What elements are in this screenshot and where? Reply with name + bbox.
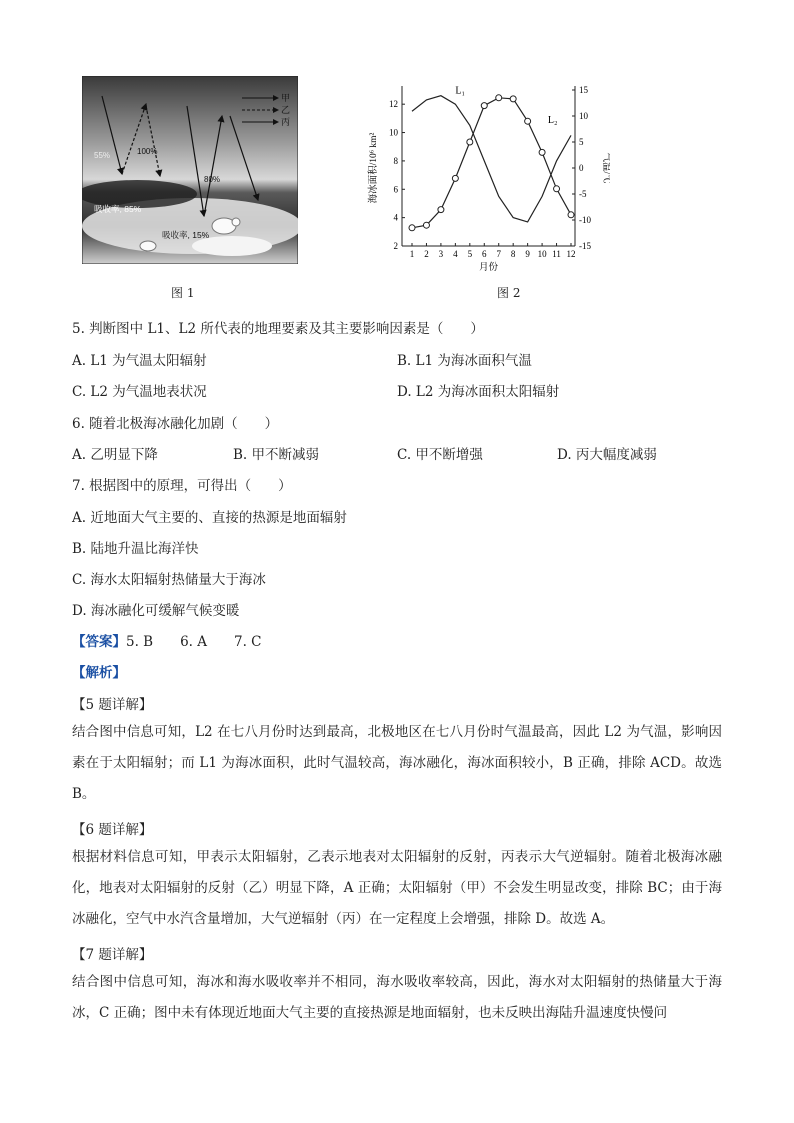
answer-line bbox=[72, 630, 262, 650]
chart-svg bbox=[360, 78, 610, 283]
y-right-tick-label: -5 bbox=[579, 189, 587, 199]
q5-option-c: C. L2 为气温地表状况 bbox=[72, 384, 207, 400]
q6-option-a: A. 乙明显下降 bbox=[72, 447, 158, 463]
q7-option-a: A. 近地面大气主要的、直接的热源是地面辐射 bbox=[72, 510, 347, 526]
x-tick-label: 6 bbox=[482, 249, 487, 259]
label-absorb-sea: 吸收率, 85% bbox=[94, 204, 142, 214]
detail-5-tag: 【5 题详解】 bbox=[72, 697, 153, 713]
series-2-point bbox=[481, 103, 487, 109]
x-tick-label: 2 bbox=[424, 249, 429, 259]
series-2-point bbox=[423, 222, 429, 228]
y-right-axis-label: 气温/℃ bbox=[601, 152, 610, 184]
q5-option-a: A. L1 为气温太阳辐射 bbox=[72, 353, 207, 369]
detail-7-tag: 【7 题详解】 bbox=[72, 947, 153, 963]
x-tick-label: 10 bbox=[537, 249, 547, 259]
series-2-point bbox=[409, 225, 415, 231]
q5-stem: 5. 判断图中 L1、L2 所代表的地理要素及其主要影响因素是（ ） bbox=[72, 321, 484, 337]
series-2-point bbox=[554, 186, 560, 192]
analysis-tag: 【解析】 bbox=[72, 665, 126, 681]
y-left-tick-label: 12 bbox=[389, 99, 398, 110]
detail-5-text: 结合图中信息可知，L2 在七八月份时达到最高，北极地区在七八月份时气温最高，因此 L2 为气温，影响因素在于太阳辐射；而 L1 为海冰面积，此时气温较高，海冰融化，海冰面积较小，B 正确，排除 ACD。故选 B。 bbox=[72, 724, 722, 802]
q7-option-c: C. 海水太阳辐射热储量大于海冰 bbox=[72, 572, 266, 588]
series-2-point bbox=[438, 207, 444, 213]
y-right-tick-label: -15 bbox=[579, 241, 591, 251]
q6-option-b: B. 甲不断减弱 bbox=[233, 447, 320, 463]
label-absorb-ice: 吸收率, 15% bbox=[162, 230, 210, 240]
y-right-tick-label: 10 bbox=[579, 111, 588, 121]
figure-1-illustration bbox=[82, 76, 298, 264]
label-bing: 丙 bbox=[281, 117, 291, 127]
q7-stem: 7. 根据图中的原理，可得出（ ） bbox=[72, 478, 292, 494]
detail-6-text: 根据材料信息可知，甲表示太阳辐射，乙表示地表对太阳辐射的反射，丙表示大气逆辐射。随着北极海冰融化，地表对太阳辐射的反射（乙）明显下降，A 正确；太阳辐射（甲）不会发生明显改变，排除 BC；由于海冰融化，空气中水汽含量增加，大气逆辐射（丙）在一定程度上会增强，排除 D。故选 A。 bbox=[72, 849, 722, 927]
series-label-l1: L₁ bbox=[455, 85, 465, 97]
label-80pct: 80% bbox=[204, 175, 221, 184]
figure-2-caption: 图 2 bbox=[497, 286, 521, 300]
y-left-tick-label: 2 bbox=[393, 241, 398, 251]
series-2-point bbox=[525, 118, 531, 124]
series-2-point bbox=[496, 95, 502, 101]
y-left-axis-label: 海冰面积/10⁶ km² bbox=[369, 132, 379, 204]
figure-1-caption: 图 1 bbox=[171, 286, 195, 300]
y-left-tick-label: 6 bbox=[393, 184, 398, 195]
series-2-point bbox=[452, 175, 458, 181]
q7-option-d: D. 海冰融化可缓解气候变暖 bbox=[72, 603, 240, 619]
x-tick-label: 4 bbox=[453, 249, 458, 259]
x-tick-label: 1 bbox=[409, 249, 415, 259]
q6-stem: 6. 随着北极海冰融化加剧（ ） bbox=[72, 416, 279, 432]
figure-2-chart bbox=[360, 78, 610, 283]
y-left-tick-label: 8 bbox=[393, 155, 398, 166]
detail-7-text: 结合图中信息可知，海冰和海水吸收率并不相同，海水吸收率较高，因此，海水对太阳辐射的热储量大于海冰，C 正确；图中未有体现近地面大气主要的直接热源是地面辐射，也未反映出海陆升温速度快慢问 bbox=[72, 974, 722, 1021]
x-tick-label: 7 bbox=[496, 249, 501, 259]
figure-1 bbox=[82, 76, 298, 264]
label-100pct: 100% bbox=[137, 147, 158, 156]
answer-text: 5. B 6. A 7. C bbox=[126, 634, 262, 650]
x-axis-label: 月份 bbox=[478, 263, 499, 273]
series-label-l2: L₂ bbox=[547, 115, 558, 127]
x-tick-label: 3 bbox=[438, 249, 444, 259]
y-right-tick-label: 0 bbox=[579, 163, 584, 173]
label-55pct: 55% bbox=[94, 151, 111, 160]
y-left-tick-label: 4 bbox=[393, 212, 398, 223]
answer-tag: 【答案】 bbox=[72, 634, 126, 650]
x-tick-label: 9 bbox=[525, 249, 530, 259]
x-tick-label: 11 bbox=[552, 249, 561, 259]
detail-6-tag: 【6 题详解】 bbox=[72, 822, 153, 838]
label-yi: 乙 bbox=[281, 105, 291, 115]
y-left-tick-label: 10 bbox=[389, 127, 398, 138]
q6-option-d: D. 丙大幅度减弱 bbox=[557, 447, 657, 463]
q6-option-c: C. 甲不断增强 bbox=[397, 447, 483, 463]
x-tick-label: 5 bbox=[467, 249, 473, 259]
y-right-tick-label: -10 bbox=[579, 215, 591, 225]
q5-option-d: D. L2 为海冰面积太阳辐射 bbox=[397, 384, 560, 400]
label-jia: 甲 bbox=[281, 93, 291, 103]
series-2-point bbox=[467, 139, 473, 145]
series-2-point bbox=[539, 149, 545, 155]
y-right-tick-label: 5 bbox=[579, 137, 584, 147]
y-right-tick-label: 15 bbox=[579, 85, 588, 95]
x-tick-label: 8 bbox=[510, 249, 516, 259]
q7-option-b: B. 陆地升温比海洋快 bbox=[72, 541, 199, 557]
q5-option-b: B. L1 为海冰面积气温 bbox=[397, 353, 532, 369]
series-2-point bbox=[568, 212, 574, 218]
x-tick-label: 12 bbox=[566, 249, 576, 259]
series-2-point bbox=[510, 96, 516, 102]
